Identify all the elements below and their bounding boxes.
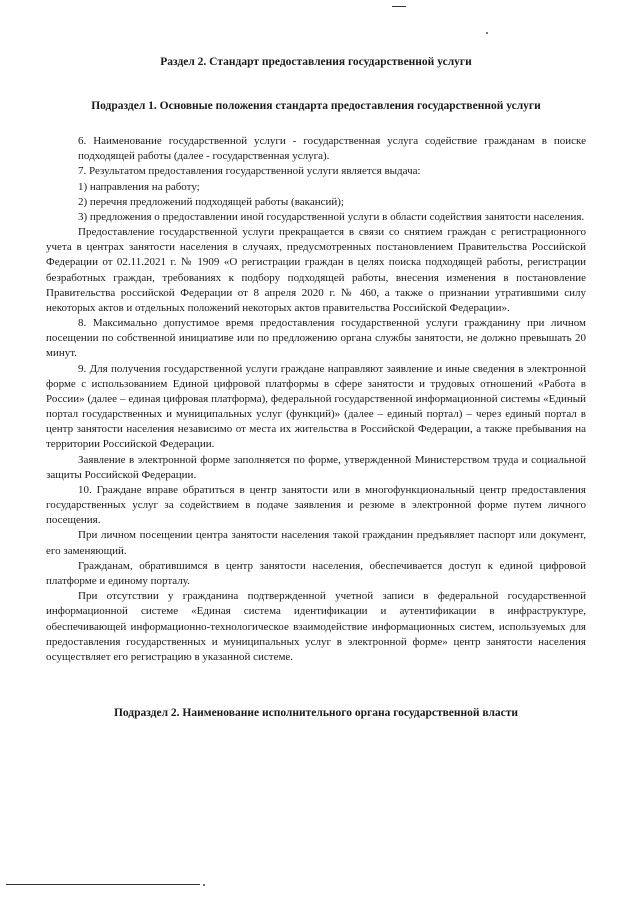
paragraph-9: 9. Для получения государственной услуги граждане направляют заявление и иные сведения в электронной форме с использованием Единой цифровой платформы в сфере занятости и трудовых отношений «Работа в России» (далее – единая цифровая платформа), федеральной государственной информационной системы «Единый портал государственных и муниципальных услуг (функций)» (далее – единый портал) – через единый портал в центр занятости населения независимо от места их жительства в Российской Федерации, а также пребывания на территории Российской Федерации. (46, 362, 586, 451)
paragraph-esia: При отсутствии у гражданина подтвержденной учетной записи в федеральной государственной информационной системе «Единая система идентификации и аутентификации в инфраструктуре, обеспечивающей информационно-технологическое взаимодействие информационных систем, используемых для предоставления государственных и муниципальных услуг в электронной форме» центр занятости населения осуществляет его регистрацию в указанной системе. (46, 590, 586, 663)
paragraph-10: 10. Граждане вправе обратиться в центр занятости или в многофункциональный центр предоставления государственных услуг за содействием в подаче заявления и резюме в электронной форме путем личного посещения. (46, 483, 586, 527)
paragraph-application-form: Заявление в электронной форме заполняется по форме, утвержденной Министерством труда и социальной защиты Российской Федерации. (46, 453, 586, 481)
paragraph-6: 6. Наименование государственной услуги - государственная услуга содействие гражданам в поиске подходящей работы (далее - государственная услуга). (78, 135, 586, 163)
paragraph-8: 8. Максимально допустимое время предоставления государственной услуги гражданину при личном посещении по собственной инициативе или по предложению органа службы занятости, не должно превышать 20 минут. (46, 317, 586, 360)
paragraph-7: 7. Результатом предоставления государственной услуги является выдача: (78, 165, 421, 178)
scan-dot-bottom (203, 884, 205, 886)
document-page (46, 56, 586, 719)
list-item-2: 2) перечня предложений подходящей работы (вакансий); (78, 195, 344, 208)
paragraph-passport: При личном посещении центра занятости населения такой гражданин предъявляет паспорт или документ, его заменяющий. (46, 529, 586, 557)
subsection-1-title: Подраздел 1. Основные положения стандарта предоставления государственной услуги (91, 100, 541, 112)
scan-dot (486, 32, 488, 34)
list-item-1: 1) направления на работу; (78, 180, 200, 193)
list-item-3: 3) предложения о предоставлении иной государственной услуги в области содействия занятости населения. (78, 210, 585, 223)
subsection-2-title: Подраздел 2. Наименование исполнительного органа государственной власти (113, 707, 519, 720)
paragraph-access: Гражданам, обратившимся в центр занятости населения, обеспечивается доступ к единой цифровой платформе и единому порталу. (46, 559, 586, 587)
paragraph-termination: Предоставление государственной услуги прекращается в связи со снятием граждан с регистрационного учета в центрах занятости населения в случаях, предусмотренных постановлением Правительства Российской Федерации от 02.11.2021 г. № 1909 «О регистрации граждан в целях поиска подходящей работы, регистрации безработных граждан, требованиях к подбору подходящей работы, внесения изменения в постановление Правительства российской Федерации от 8 апреля 2020 г. № 460, а также о признании утратившими силу некоторых актов и отдельных положений некоторых актов правительства Российской Федерации». (46, 226, 586, 314)
scan-mark-top (392, 6, 406, 7)
footnote-separator (6, 884, 200, 885)
section-title: Раздел 2. Стандарт предоставления государственной услуги (160, 56, 472, 68)
